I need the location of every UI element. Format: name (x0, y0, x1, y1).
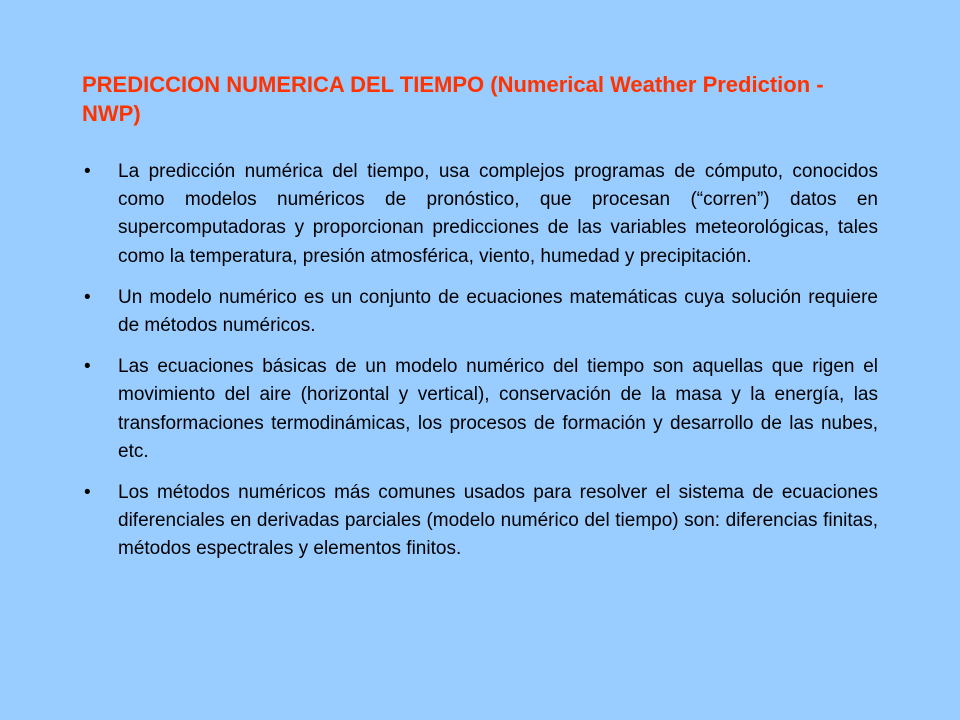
slide-title: PREDICCION NUMERICA DEL TIEMPO (Numerical Weather Prediction -NWP) (82, 72, 824, 126)
bullet-item (82, 284, 878, 340)
bullet-item (82, 353, 878, 466)
bullet-text: Un modelo numérico es un conjunto de ecuaciones matemáticas cuya solución requiere de métodos numéricos. (118, 286, 878, 337)
bullet-item (82, 158, 878, 271)
bullet-text: La predicción numérica del tiempo, usa complejos programas de cómputo, conocidos como modelos numéricos de pronóstico, que procesan (“corren”) datos en supercomputadoras y proporcionan predicciones de las variables meteorológicas, tales como la temperatura, presión atmosférica, viento, humedad y precipitación. (118, 161, 878, 267)
bullet-marker: • (84, 161, 91, 182)
bullet-text: Las ecuaciones básicas de un modelo numérico del tiempo son aquellas que rigen el movimiento del aire (horizontal y vertical), conservación de la masa y la energía, las transformaciones termodinámicas, los procesos de formación y desarrollo de las nubes, etc. (118, 356, 878, 462)
bullet-marker: • (84, 482, 91, 504)
bullet-marker: • (84, 356, 91, 378)
bullet-list (82, 158, 878, 577)
bullet-marker: • (84, 286, 91, 308)
bullet-item (82, 479, 878, 564)
bullet-text: Los métodos numéricos más comunes usados para resolver el sistema de ecuaciones diferenciales en derivadas parciales (modelo numérico del tiempo) son: diferencias finitas, métodos espectrales y elementos finitos. (118, 482, 878, 560)
